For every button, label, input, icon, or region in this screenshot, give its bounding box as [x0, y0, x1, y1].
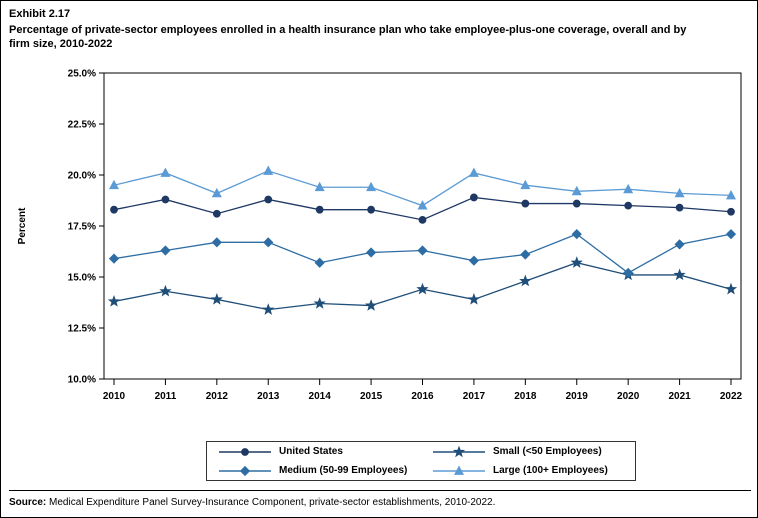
triangle-marker-icon	[431, 464, 487, 478]
svg-text:Percent: Percent	[17, 207, 28, 245]
svg-text:2013: 2013	[257, 391, 280, 402]
line-chart	[9, 67, 751, 437]
diamond-marker-icon	[217, 464, 273, 478]
exhibit-number: Exhibit 2.17	[9, 8, 71, 20]
svg-text:2019: 2019	[565, 391, 588, 402]
svg-text:2020: 2020	[617, 391, 640, 402]
source-note	[9, 496, 495, 509]
circle-marker-icon	[217, 445, 273, 459]
source-text: Medical Expenditure Panel Survey-Insurance Component, private-sector establishments, 2010-2022.	[46, 497, 496, 508]
legend-label: Small (<50 Employees)	[493, 446, 602, 457]
svg-text:15.0%: 15.0%	[67, 272, 96, 284]
chart-plot-area	[9, 67, 751, 437]
legend-item	[207, 461, 421, 480]
svg-text:12.5%: 12.5%	[67, 323, 96, 335]
svg-text:2016: 2016	[411, 391, 434, 402]
star-marker-icon	[431, 445, 487, 459]
svg-text:17.5%: 17.5%	[67, 221, 96, 233]
chart-legend	[206, 441, 636, 481]
page-title: Percentage of private-sector employees enrolled in a health insurance plan who take employee-plus-one coverage, overall and by firm size, 2010-2022	[9, 24, 687, 50]
source-divider	[9, 490, 751, 491]
legend-label: Large (100+ Employees)	[493, 465, 608, 476]
source-label: Source:	[9, 497, 47, 508]
svg-text:2021: 2021	[668, 391, 691, 402]
svg-text:2012: 2012	[205, 391, 228, 402]
svg-text:2017: 2017	[462, 391, 486, 402]
legend-item	[207, 442, 421, 461]
chart-header	[9, 7, 709, 51]
svg-text:2014: 2014	[308, 391, 331, 402]
legend-item	[421, 442, 635, 461]
svg-text:2010: 2010	[102, 391, 126, 402]
svg-text:2018: 2018	[514, 391, 537, 402]
legend-item	[421, 461, 635, 480]
svg-text:2011: 2011	[154, 391, 177, 402]
svg-text:2022: 2022	[719, 391, 743, 402]
svg-text:22.5%: 22.5%	[67, 119, 96, 131]
legend-label: United States	[279, 446, 343, 457]
svg-text:25.0%: 25.0%	[67, 68, 96, 80]
legend-label: Medium (50-99 Employees)	[279, 465, 408, 476]
svg-text:10.0%: 10.0%	[67, 374, 96, 386]
svg-text:2015: 2015	[359, 391, 383, 402]
svg-text:20.0%: 20.0%	[67, 170, 96, 182]
